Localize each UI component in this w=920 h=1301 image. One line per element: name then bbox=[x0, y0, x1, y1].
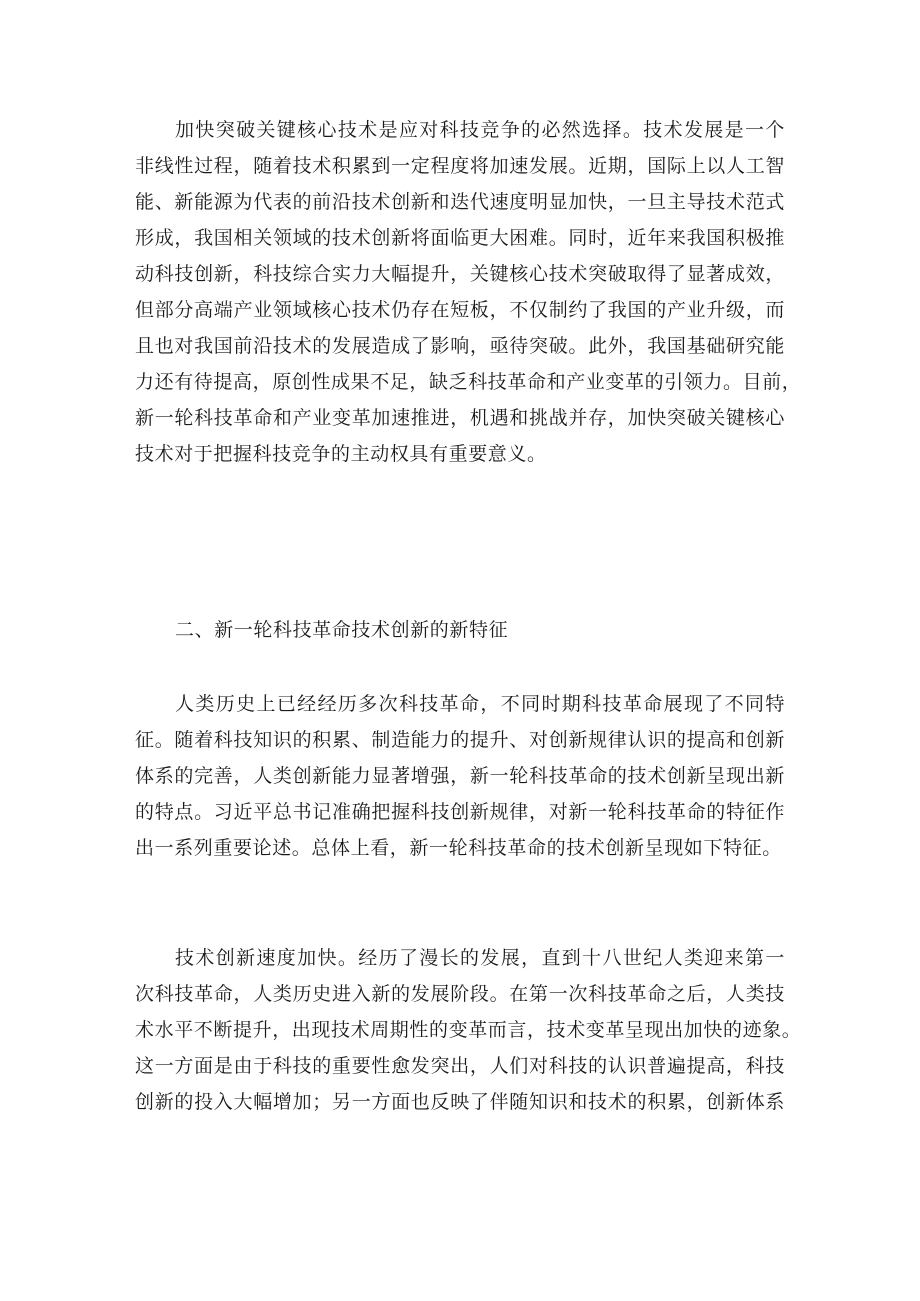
text-line: 加快突破关键核心技术是应对科技竞争的必然选择。技术发展是一个 bbox=[175, 119, 785, 141]
paragraph-1 bbox=[135, 112, 802, 472]
text-line: 形成，我国相关领域的技术创新将面临更大困难。同时，近年来我国积极推 bbox=[135, 227, 785, 249]
text-line: 这一方面是由于科技的重要性愈发突出，人们对科技的认识普遍提高，科技 bbox=[135, 1055, 785, 1077]
text-line: 能、新能源为代表的前沿技术创新和迭代速度明显加快，一旦主导技术范式 bbox=[135, 191, 785, 213]
paragraph-3 bbox=[135, 940, 802, 1120]
text-line: 出一系列重要论述。总体上看，新一轮科技革命的技术创新呈现如下特征。 bbox=[135, 837, 782, 859]
text-line: 征。随着科技知识的积累、制造能力的提升、对创新规律认识的提高和创新 bbox=[135, 729, 785, 751]
text-line: 力还有待提高，原创性成果不足，缺乏科技革命和产业变革的引领力。目前， bbox=[135, 371, 802, 393]
text-line: 新一轮科技革命和产业变革加速推进，机遇和挑战并存，加快突破关键核心 bbox=[135, 407, 785, 429]
paragraph-2 bbox=[135, 686, 785, 866]
text-line: 非线性过程，随着技术积累到一定程度将加速发展。近期，国际上以人工智 bbox=[135, 155, 785, 177]
text-line: 但部分高端产业领域核心技术仍存在短板，不仅制约了我国的产业升级，而 bbox=[135, 299, 785, 321]
text-line: 动科技创新，科技综合实力大幅提升，关键核心技术突破取得了显著成效， bbox=[135, 263, 785, 285]
text-line: 创新的投入大幅增加；另一方面也反映了伴随知识和技术的积累，创新体系 bbox=[135, 1091, 785, 1113]
text-line: 术水平不断提升，出现技术周期性的变革而言，技术变革呈现出加快的迹象。 bbox=[135, 1019, 802, 1041]
text-line: 技术创新速度加快。经历了漫长的发展，直到十八世纪人类迎来第一 bbox=[175, 947, 785, 969]
text-line: 技术对于把握科技竞争的主动权具有重要意义。 bbox=[135, 443, 547, 465]
text-line: 的特点。习近平总书记准确把握科技创新规律，对新一轮科技革命的特征作 bbox=[135, 801, 785, 823]
section-heading: 二、新一轮科技革命技术创新的新特征 bbox=[175, 619, 509, 641]
text-line: 体系的完善，人类创新能力显著增强，新一轮科技革命的技术创新呈现出新 bbox=[135, 765, 785, 787]
text-line: 次科技革命，人类历史进入新的发展阶段。在第一次科技革命之后，人类技 bbox=[135, 983, 785, 1005]
text-line: 人类历史上已经经历多次科技革命，不同时期科技革命展现了不同特 bbox=[175, 693, 785, 715]
text-line: 且也对我国前沿技术的发展造成了影响，亟待突破。此外，我国基础研究能 bbox=[135, 335, 785, 357]
